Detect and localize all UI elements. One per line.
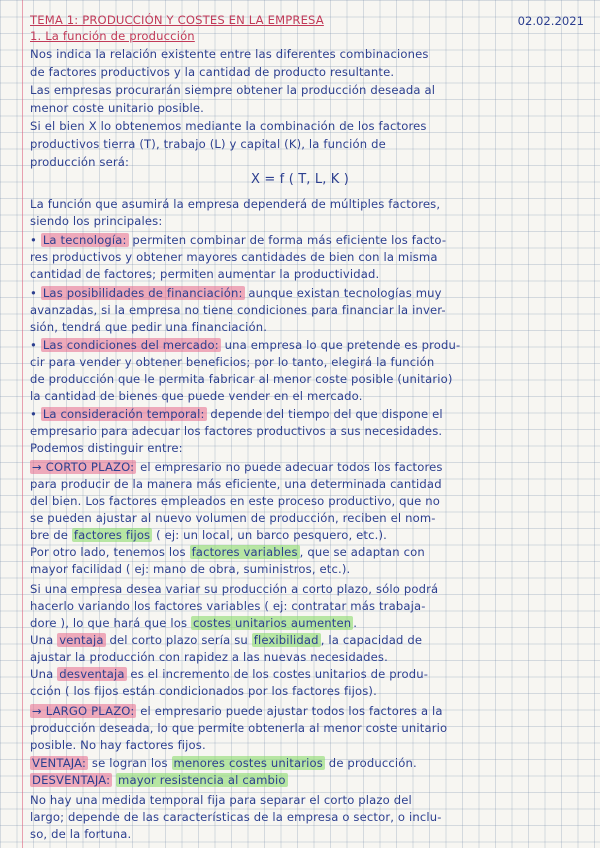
long-advantage-line: VENTAJA: se logran los menores costes unitarios de producción. — [32, 756, 417, 770]
page-title: TEMA 1: PRODUCCIÓN Y COSTES EN LA EMPRESA — [30, 13, 324, 27]
highlight-advantage: ventaja — [59, 633, 104, 647]
text-line: siendo los principales: — [30, 214, 163, 228]
text-line: cir para vender y obtener beneficios; por lo tanto, elegirá la función — [30, 355, 435, 369]
text-line: mayor facilidad ( ej: mano de obra, suministros, etc.). — [30, 562, 351, 576]
text-line: La función que asumirá la empresa dependerá de múltiples factores, — [30, 197, 441, 211]
text-line: de producción que le permita fabricar al menor coste posible (unitario) — [30, 372, 453, 386]
text-line: cción ( los fijos están condicionados por los factores fijos). — [30, 684, 377, 698]
text-line: productivos tierra (T), trabajo (L) y capital (K), la función de — [30, 137, 386, 151]
text-line: posible. No hay factores fijos. — [30, 738, 206, 752]
text-line: ajustar la producción con rapidez a las nuevas necesidades. — [30, 650, 388, 664]
date-label: 02.02.2021 — [517, 14, 584, 28]
text-line: hacerlo variando los factores variables ( ej: contratar más trabaja- — [30, 599, 426, 613]
text-line: Por otro lado, tenemos los factores variables , que se adaptan con — [30, 545, 425, 559]
highlight-resistance: mayor resistencia al cambio — [118, 773, 286, 787]
highlight-variable-factors: factores variables — [191, 545, 298, 559]
text-line: se pueden ajustar al nuevo volumen de producción, reciben el nom- — [30, 511, 436, 525]
highlight-long-disadvantage: DESVENTAJA: — [32, 773, 111, 787]
text-line: Si el bien X lo obtenemos mediante la combinación de los factores — [30, 119, 427, 133]
highlight-long-term: → LARGO PLAZO: — [32, 704, 135, 718]
text-line: de factores productivos y la cantidad de producto resultante. — [30, 65, 395, 79]
highlight-unit-costs: costes unitarios aumenten — [192, 616, 352, 630]
production-formula: X = f ( T, L, K ) — [251, 172, 349, 187]
advantage-line: Una ventaja del corto plazo sería su flexibilidad , la capacidad de — [30, 633, 423, 647]
highlight-time: La consideración temporal: — [42, 407, 205, 421]
text-line: producción será: — [30, 155, 130, 169]
text-line: No hay una medida temporal fija para separar el corto plazo del — [30, 793, 412, 807]
long-term-heading: → LARGO PLAZO: el empresario puede ajustar todos los factores a la — [32, 704, 443, 718]
text-line: la cantidad de bienes que puede vender en el mercado. — [30, 389, 363, 403]
text-line: so, de la fortuna. — [30, 827, 132, 841]
text-line: empresario para adecuar los factores productivos a sus necesidades. — [30, 424, 443, 438]
highlight-short-term: → CORTO PLAZO: — [32, 460, 135, 474]
text-line: sión, tendrá que pedir una financiación. — [30, 320, 268, 334]
text-line: Nos indica la relación existente entre las diferentes combinaciones — [30, 47, 429, 61]
factor-technology: • La tecnología: permiten combinar de forma más eficiente los facto- — [30, 233, 447, 247]
highlight-fixed-factors: factores fijos — [73, 528, 151, 542]
text-line: largo; depende de las características de la empresa o sector, o inclu- — [30, 810, 442, 824]
text-line: Si una empresa desea variar su producción a corto plazo, sólo podrá — [30, 582, 439, 596]
highlight-flexibility: flexibilidad — [253, 633, 319, 647]
short-term-heading: → CORTO PLAZO: el empresario no puede adecuar todos los factores — [32, 460, 443, 474]
highlight-disadvantage: desventaja — [59, 667, 125, 681]
long-disadvantage-line — [30, 772, 596, 788]
highlight-long-advantage: VENTAJA: — [32, 756, 87, 770]
factor-time: • La consideración temporal: depende del tiempo del que dispone el — [30, 407, 443, 421]
highlight-financing: Las posibilidades de financiación: — [42, 286, 243, 300]
text-line: Las empresas procurarán siempre obtener la producción deseada al — [30, 83, 436, 97]
text-line: para producir de la manera más eficiente, una determinada cantidad — [30, 477, 442, 491]
text-line: menor coste unitario posible. — [30, 101, 204, 115]
text-line: cantidad de factores; permiten aumentar la productividad. — [30, 267, 380, 281]
factor-financing: • Las posibilidades de financiación: aunque existan tecnologías muy — [30, 286, 442, 300]
text-line: bre de factores fijos ( ej: un local, un barco pesquero, etc.). — [30, 528, 387, 542]
factor-market: • Las condiciones del mercado: una empresa lo que pretende es produ- — [30, 338, 461, 352]
margin-line — [22, 0, 23, 848]
disadvantage-line: Una desventaja es el incremento de los costes unitarios de produ- — [30, 667, 429, 681]
highlight-technology: La tecnología: — [42, 233, 127, 247]
text-line: avanzadas, si la empresa no tiene condiciones para financiar la inver- — [30, 303, 446, 317]
highlight-market: Las condiciones del mercado: — [42, 338, 219, 352]
text-line: Podemos distinguir entre: — [30, 441, 183, 455]
text-line: dore ), lo que hará que los costes unitarios aumenten . — [30, 616, 358, 630]
section-subtitle: 1. La función de producción — [30, 29, 195, 43]
text-line: res productivos y obtener mayores cantidades de bien con la misma — [30, 250, 438, 264]
highlight-lowest-costs: menores costes unitarios — [173, 756, 323, 770]
text-line: del bien. Los factores empleados en este proceso productivo, que no — [30, 494, 441, 508]
text-line: producción deseada, lo que permite obtenerla al menor coste unitario — [30, 721, 448, 735]
